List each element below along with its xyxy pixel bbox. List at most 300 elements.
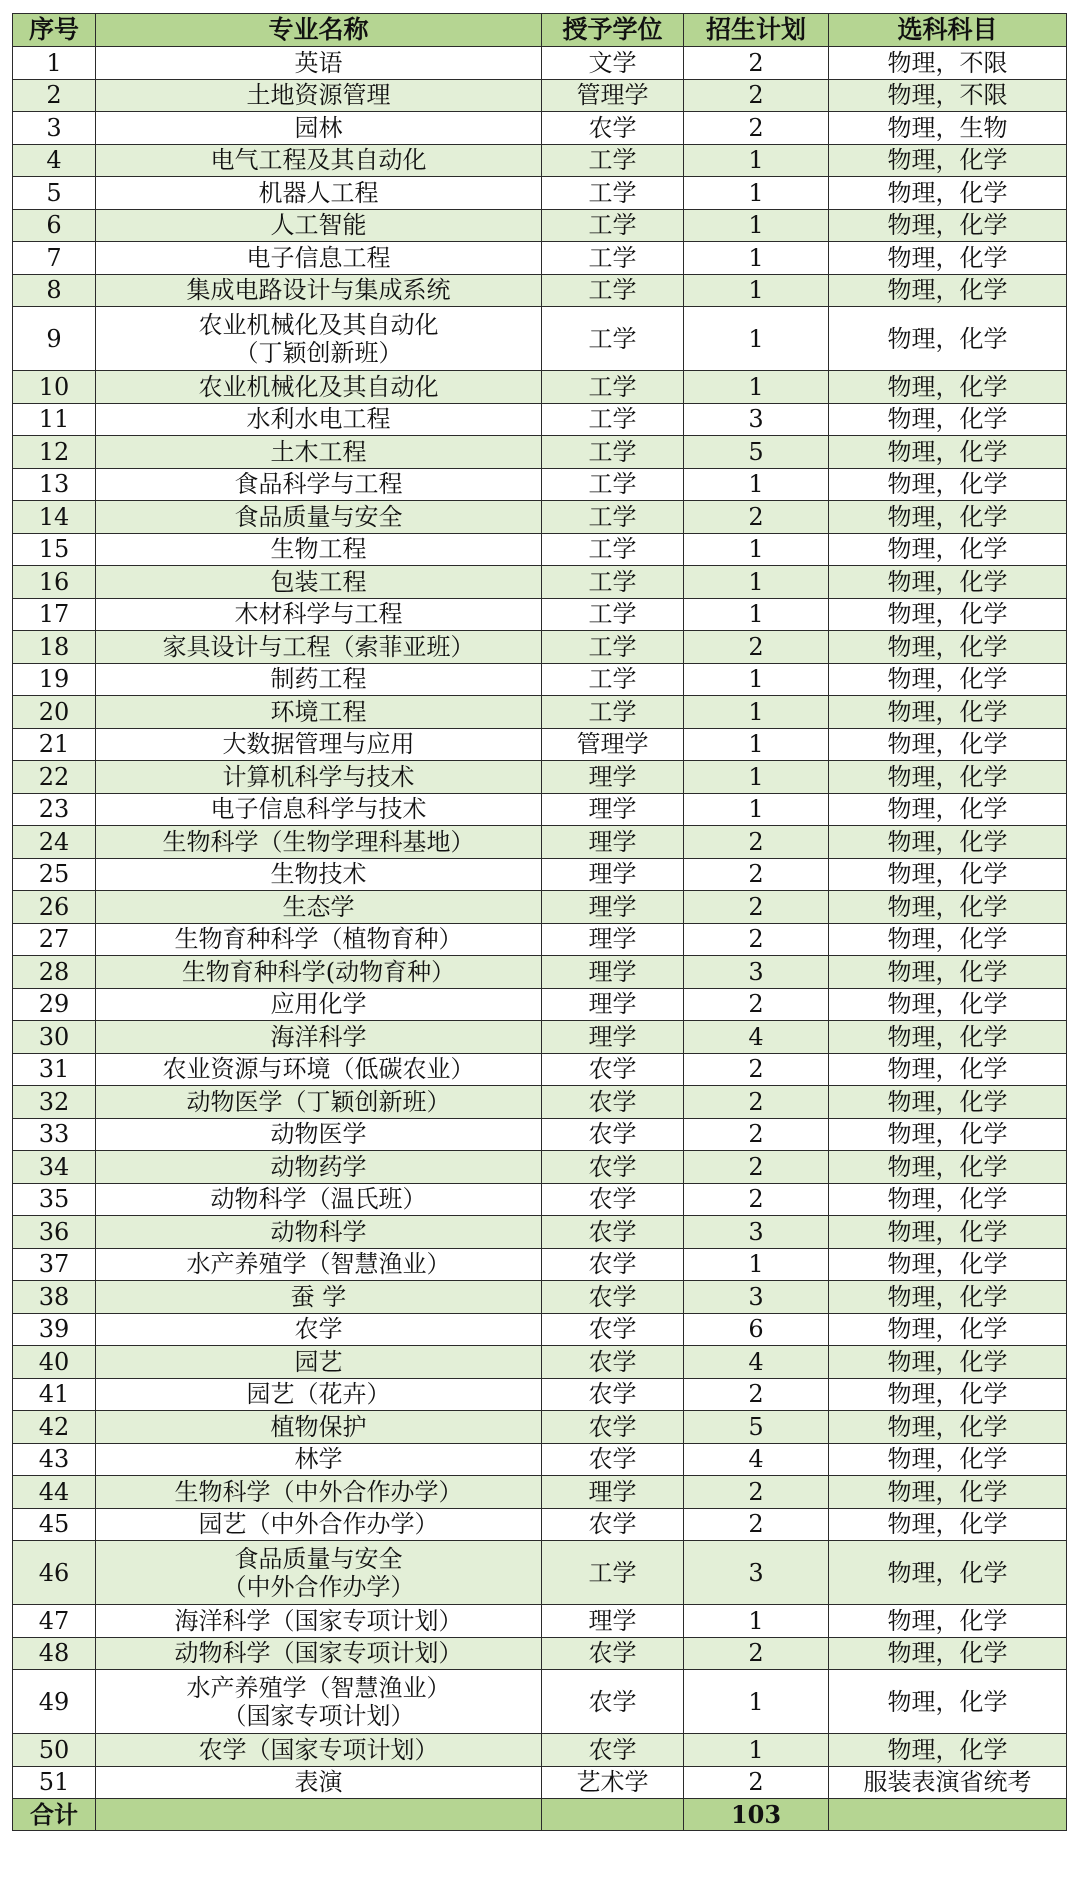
major-line: 园艺: [294, 1347, 343, 1376]
major-line: 生物育种科学（植物育种）: [174, 925, 463, 954]
cell-major: [96, 144, 542, 177]
cell-plan: 2: [684, 501, 829, 534]
cell-major: [96, 598, 542, 631]
cell-subjects: 物理，化学: [829, 177, 1067, 210]
cell-plan: 1: [684, 468, 829, 501]
cell-major: [96, 1541, 542, 1605]
cell-major: [96, 1086, 542, 1119]
total-empty-subjects: [829, 1799, 1067, 1831]
cell-major: [96, 1605, 542, 1638]
cell-plan: 4: [684, 1346, 829, 1379]
major-line: 动物科学: [270, 1217, 367, 1246]
major-line: 农业资源与环境（低碳农业）: [162, 1055, 475, 1084]
cell-plan: 2: [684, 923, 829, 956]
table-row: [13, 177, 1067, 210]
cell-degree: 理学: [542, 923, 684, 956]
cell-plan: 2: [684, 1118, 829, 1151]
cell-subjects: 物理，不限: [829, 47, 1067, 80]
cell-plan: 1: [684, 177, 829, 210]
cell-plan: 1: [684, 533, 829, 566]
major-line: 英语: [294, 48, 343, 77]
cell-subjects: 物理，化学: [829, 501, 1067, 534]
cell-no: 44: [13, 1476, 96, 1509]
cell-major: [96, 307, 542, 371]
cell-major: [96, 1378, 542, 1411]
cell-no: 47: [13, 1605, 96, 1638]
cell-no: 18: [13, 631, 96, 664]
cell-no: 30: [13, 1021, 96, 1054]
cell-no: 24: [13, 826, 96, 859]
major-line: 园林: [294, 113, 343, 142]
major-line: 生态学: [282, 892, 355, 921]
cell-plan: 1: [684, 209, 829, 242]
cell-no: 25: [13, 858, 96, 891]
table-row: [13, 1541, 1067, 1605]
table-row: [13, 631, 1067, 664]
major-line: 林学: [294, 1445, 343, 1474]
cell-degree: 理学: [542, 858, 684, 891]
major-line: 木材科学与工程: [234, 600, 403, 629]
cell-degree: 工学: [542, 566, 684, 599]
cell-degree: 农学: [542, 1734, 684, 1767]
major-line: 农学: [294, 1315, 343, 1344]
enrollment-table-container: [12, 13, 1066, 1831]
total-empty-degree: [542, 1799, 684, 1831]
cell-no: 39: [13, 1313, 96, 1346]
cell-major: [96, 1411, 542, 1444]
major-line: （国家专项计划）: [222, 1701, 415, 1730]
cell-no: 13: [13, 468, 96, 501]
header-major: 专业名称: [96, 14, 542, 47]
cell-plan: 5: [684, 1411, 829, 1444]
cell-plan: 1: [684, 663, 829, 696]
cell-degree: 农学: [542, 1151, 684, 1184]
cell-degree: 农学: [542, 1216, 684, 1249]
cell-major: [96, 858, 542, 891]
major-line: 应用化学: [270, 990, 367, 1019]
cell-degree: 理学: [542, 988, 684, 1021]
major-line: 海洋科学（国家专项计划）: [174, 1606, 463, 1635]
cell-plan: 6: [684, 1313, 829, 1346]
cell-degree: 农学: [542, 1411, 684, 1444]
cell-major: [96, 1443, 542, 1476]
cell-major: [96, 177, 542, 210]
cell-major: [96, 1248, 542, 1281]
cell-subjects: 物理，化学: [829, 1378, 1067, 1411]
total-label: 合计: [13, 1799, 96, 1831]
cell-no: 19: [13, 663, 96, 696]
cell-plan: 1: [684, 1734, 829, 1767]
cell-subjects: 物理，化学: [829, 1411, 1067, 1444]
table-row: [13, 696, 1067, 729]
cell-plan: 1: [684, 793, 829, 826]
cell-degree: 管理学: [542, 79, 684, 112]
cell-degree: 工学: [542, 1541, 684, 1605]
table-row: [13, 144, 1067, 177]
cell-subjects: 物理，化学: [829, 793, 1067, 826]
cell-degree: 艺术学: [542, 1766, 684, 1799]
cell-no: 3: [13, 112, 96, 145]
cell-degree: 理学: [542, 761, 684, 794]
cell-degree: 农学: [542, 1248, 684, 1281]
cell-no: 34: [13, 1151, 96, 1184]
major-line: （中外合作办学）: [222, 1572, 415, 1601]
major-line: 食品质量与安全: [234, 1544, 403, 1573]
cell-major: [96, 923, 542, 956]
cell-degree: 理学: [542, 956, 684, 989]
cell-no: 32: [13, 1086, 96, 1119]
cell-subjects: 物理，化学: [829, 1118, 1067, 1151]
cell-subjects: 物理，化学: [829, 1734, 1067, 1767]
major-line: 海洋科学: [270, 1022, 367, 1051]
major-line: 环境工程: [270, 697, 367, 726]
major-line: 食品科学与工程: [234, 470, 403, 499]
cell-subjects: 物理，化学: [829, 533, 1067, 566]
cell-no: 14: [13, 501, 96, 534]
major-line: 农业机械化及其自动化: [198, 372, 439, 401]
major-line: 动物科学（温氏班）: [210, 1185, 427, 1214]
cell-plan: 1: [684, 566, 829, 599]
table-body: [13, 47, 1067, 1799]
cell-subjects: 物理，化学: [829, 761, 1067, 794]
cell-degree: 农学: [542, 1086, 684, 1119]
cell-plan: 5: [684, 436, 829, 469]
cell-no: 45: [13, 1508, 96, 1541]
cell-subjects: 物理，化学: [829, 1476, 1067, 1509]
table-row: [13, 1118, 1067, 1151]
cell-subjects: 物理，化学: [829, 144, 1067, 177]
cell-major: [96, 988, 542, 1021]
cell-degree: 工学: [542, 274, 684, 307]
cell-plan: 2: [684, 858, 829, 891]
cell-major: [96, 47, 542, 80]
cell-major: [96, 891, 542, 924]
cell-plan: 1: [684, 307, 829, 371]
cell-no: 31: [13, 1053, 96, 1086]
cell-degree: 工学: [542, 177, 684, 210]
table-row: [13, 1637, 1067, 1670]
cell-subjects: 物理，化学: [829, 1443, 1067, 1476]
cell-major: [96, 436, 542, 469]
cell-subjects: 物理，化学: [829, 956, 1067, 989]
cell-major: [96, 242, 542, 275]
cell-subjects: 物理，化学: [829, 1670, 1067, 1734]
cell-subjects: 物理，化学: [829, 274, 1067, 307]
major-line: 土木工程: [270, 437, 367, 466]
table-row: [13, 826, 1067, 859]
cell-no: 7: [13, 242, 96, 275]
cell-degree: 理学: [542, 1605, 684, 1638]
cell-plan: 3: [684, 403, 829, 436]
cell-degree: 农学: [542, 1637, 684, 1670]
cell-major: [96, 1637, 542, 1670]
cell-no: 46: [13, 1541, 96, 1605]
cell-no: 28: [13, 956, 96, 989]
table-row: [13, 1086, 1067, 1119]
table-row: [13, 1734, 1067, 1767]
table-row: [13, 858, 1067, 891]
table-row: [13, 436, 1067, 469]
cell-degree: 工学: [542, 209, 684, 242]
cell-subjects: 服装表演省统考: [829, 1766, 1067, 1799]
cell-major: [96, 1346, 542, 1379]
cell-no: 43: [13, 1443, 96, 1476]
table-row: [13, 501, 1067, 534]
cell-degree: 理学: [542, 891, 684, 924]
cell-degree: 农学: [542, 1670, 684, 1734]
cell-degree: 工学: [542, 403, 684, 436]
cell-no: 21: [13, 728, 96, 761]
cell-degree: 农学: [542, 1443, 684, 1476]
cell-degree: 农学: [542, 1118, 684, 1151]
cell-subjects: 物理，化学: [829, 1086, 1067, 1119]
cell-major: [96, 533, 542, 566]
cell-plan: 2: [684, 47, 829, 80]
cell-major: [96, 793, 542, 826]
major-line: 生物科学（生物学理科基地）: [162, 827, 475, 856]
major-line: 动物医学（丁颖创新班）: [186, 1087, 451, 1116]
cell-plan: 2: [684, 1183, 829, 1216]
cell-degree: 农学: [542, 1281, 684, 1314]
cell-plan: 1: [684, 761, 829, 794]
cell-no: 11: [13, 403, 96, 436]
cell-no: 29: [13, 988, 96, 1021]
table-row: [13, 1508, 1067, 1541]
cell-no: 38: [13, 1281, 96, 1314]
cell-subjects: 物理，化学: [829, 923, 1067, 956]
table-row: [13, 1443, 1067, 1476]
cell-plan: 1: [684, 598, 829, 631]
table-row: [13, 1248, 1067, 1281]
cell-no: 35: [13, 1183, 96, 1216]
major-line: 动物药学: [270, 1152, 367, 1181]
major-line: 机器人工程: [258, 178, 379, 207]
cell-plan: 2: [684, 1053, 829, 1086]
cell-plan: 2: [684, 826, 829, 859]
cell-degree: 理学: [542, 826, 684, 859]
cell-plan: 1: [684, 696, 829, 729]
table-row: [13, 1346, 1067, 1379]
cell-degree: 农学: [542, 1346, 684, 1379]
cell-subjects: 物理，化学: [829, 566, 1067, 599]
cell-plan: 2: [684, 79, 829, 112]
major-line: （丁颖创新班）: [234, 338, 403, 367]
total-empty-major: [96, 1799, 542, 1831]
major-line: 食品质量与安全: [234, 502, 403, 531]
cell-major: [96, 631, 542, 664]
cell-degree: 工学: [542, 307, 684, 371]
enrollment-plan-table: [12, 13, 1067, 1831]
cell-plan: 2: [684, 1766, 829, 1799]
cell-subjects: 物理，化学: [829, 631, 1067, 664]
cell-plan: 3: [684, 1281, 829, 1314]
cell-subjects: 物理，化学: [829, 436, 1067, 469]
major-line: 大数据管理与应用: [222, 730, 415, 759]
table-row: [13, 112, 1067, 145]
cell-plan: 1: [684, 1670, 829, 1734]
major-line: 集成电路设计与集成系统: [186, 276, 451, 305]
cell-major: [96, 468, 542, 501]
cell-plan: 4: [684, 1021, 829, 1054]
table-row: [13, 1411, 1067, 1444]
cell-degree: 工学: [542, 533, 684, 566]
table-row: [13, 468, 1067, 501]
cell-major: [96, 1313, 542, 1346]
major-line: 家具设计与工程（索菲亚班）: [162, 632, 475, 661]
cell-subjects: 物理，化学: [829, 209, 1067, 242]
cell-plan: 4: [684, 1443, 829, 1476]
table-row: [13, 403, 1067, 436]
total-plan: 103: [684, 1799, 829, 1831]
cell-plan: 2: [684, 1476, 829, 1509]
cell-major: [96, 826, 542, 859]
cell-subjects: 物理，化学: [829, 1346, 1067, 1379]
cell-plan: 1: [684, 1248, 829, 1281]
cell-degree: 文学: [542, 47, 684, 80]
cell-degree: 农学: [542, 1378, 684, 1411]
header-plan: 招生计划: [684, 14, 829, 47]
cell-major: [96, 1216, 542, 1249]
cell-major: [96, 728, 542, 761]
cell-degree: 工学: [542, 663, 684, 696]
cell-degree: 工学: [542, 242, 684, 275]
table-row: [13, 1313, 1067, 1346]
cell-degree: 工学: [542, 598, 684, 631]
cell-subjects: 物理，化学: [829, 1151, 1067, 1184]
table-row: [13, 793, 1067, 826]
header-degree: 授予学位: [542, 14, 684, 47]
cell-degree: 农学: [542, 112, 684, 145]
cell-degree: 工学: [542, 696, 684, 729]
cell-major: [96, 1021, 542, 1054]
table-row: [13, 566, 1067, 599]
cell-no: 33: [13, 1118, 96, 1151]
cell-degree: 工学: [542, 631, 684, 664]
cell-subjects: 物理，化学: [829, 728, 1067, 761]
cell-no: 17: [13, 598, 96, 631]
cell-subjects: 物理，化学: [829, 1541, 1067, 1605]
cell-degree: 农学: [542, 1313, 684, 1346]
cell-major: [96, 1734, 542, 1767]
cell-subjects: 物理，化学: [829, 242, 1067, 275]
cell-no: 16: [13, 566, 96, 599]
cell-plan: 3: [684, 1216, 829, 1249]
cell-no: 10: [13, 371, 96, 404]
table-row: [13, 242, 1067, 275]
table-row: [13, 988, 1067, 1021]
cell-no: 6: [13, 209, 96, 242]
cell-no: 49: [13, 1670, 96, 1734]
table-row: [13, 1670, 1067, 1734]
table-row: [13, 371, 1067, 404]
cell-subjects: 物理，化学: [829, 1216, 1067, 1249]
cell-subjects: 物理，化学: [829, 988, 1067, 1021]
cell-no: 48: [13, 1637, 96, 1670]
cell-subjects: 物理，化学: [829, 1313, 1067, 1346]
cell-major: [96, 274, 542, 307]
cell-major: [96, 663, 542, 696]
cell-plan: 2: [684, 1086, 829, 1119]
table-row: [13, 923, 1067, 956]
cell-no: 37: [13, 1248, 96, 1281]
cell-plan: 1: [684, 371, 829, 404]
table-row: [13, 728, 1067, 761]
table-row: [13, 209, 1067, 242]
cell-no: 23: [13, 793, 96, 826]
major-line: 水产养殖学（智慧渔业）: [186, 1250, 451, 1279]
cell-subjects: 物理，化学: [829, 1637, 1067, 1670]
cell-no: 36: [13, 1216, 96, 1249]
cell-degree: 农学: [542, 1508, 684, 1541]
cell-subjects: 物理，化学: [829, 826, 1067, 859]
cell-subjects: 物理，化学: [829, 1183, 1067, 1216]
major-line: 生物科学（中外合作办学）: [174, 1477, 463, 1506]
cell-major: [96, 1118, 542, 1151]
cell-degree: 工学: [542, 371, 684, 404]
table-row: [13, 1183, 1067, 1216]
cell-plan: 2: [684, 1151, 829, 1184]
table-row: [13, 1476, 1067, 1509]
cell-subjects: 物理，化学: [829, 1021, 1067, 1054]
table-header-row: [13, 14, 1067, 47]
cell-major: [96, 112, 542, 145]
cell-major: [96, 79, 542, 112]
cell-degree: 农学: [542, 1053, 684, 1086]
table-row: [13, 598, 1067, 631]
major-line: 电气工程及其自动化: [210, 146, 427, 175]
table-row: [13, 956, 1067, 989]
cell-subjects: 物理，化学: [829, 1605, 1067, 1638]
table-row: [13, 47, 1067, 80]
cell-plan: 2: [684, 1378, 829, 1411]
cell-major: [96, 956, 542, 989]
cell-major: [96, 566, 542, 599]
cell-subjects: 物理，化学: [829, 663, 1067, 696]
table-row: [13, 533, 1067, 566]
table-row: [13, 663, 1067, 696]
total-row: [13, 1799, 1067, 1831]
cell-major: [96, 371, 542, 404]
major-line: 动物科学（国家专项计划）: [174, 1639, 463, 1668]
cell-plan: 1: [684, 1605, 829, 1638]
cell-subjects: 物理，不限: [829, 79, 1067, 112]
cell-plan: 1: [684, 728, 829, 761]
cell-major: [96, 1476, 542, 1509]
cell-no: 8: [13, 274, 96, 307]
cell-major: [96, 403, 542, 436]
major-line: 生物工程: [270, 535, 367, 564]
header-subjects: 选科科目: [829, 14, 1067, 47]
table-row: [13, 1281, 1067, 1314]
cell-plan: 1: [684, 144, 829, 177]
cell-subjects: 物理，化学: [829, 696, 1067, 729]
cell-no: 50: [13, 1734, 96, 1767]
table-row: [13, 1216, 1067, 1249]
cell-no: 26: [13, 891, 96, 924]
major-line: 人工智能: [270, 211, 367, 240]
cell-no: 15: [13, 533, 96, 566]
header-no: 序号: [13, 14, 96, 47]
cell-major: [96, 1766, 542, 1799]
cell-subjects: 物理，化学: [829, 891, 1067, 924]
cell-major: [96, 1151, 542, 1184]
major-line: 电子信息科学与技术: [210, 795, 427, 824]
major-line: 生物技术: [270, 860, 367, 889]
cell-subjects: 物理，化学: [829, 1281, 1067, 1314]
cell-no: 9: [13, 307, 96, 371]
table-row: [13, 1766, 1067, 1799]
cell-no: 42: [13, 1411, 96, 1444]
